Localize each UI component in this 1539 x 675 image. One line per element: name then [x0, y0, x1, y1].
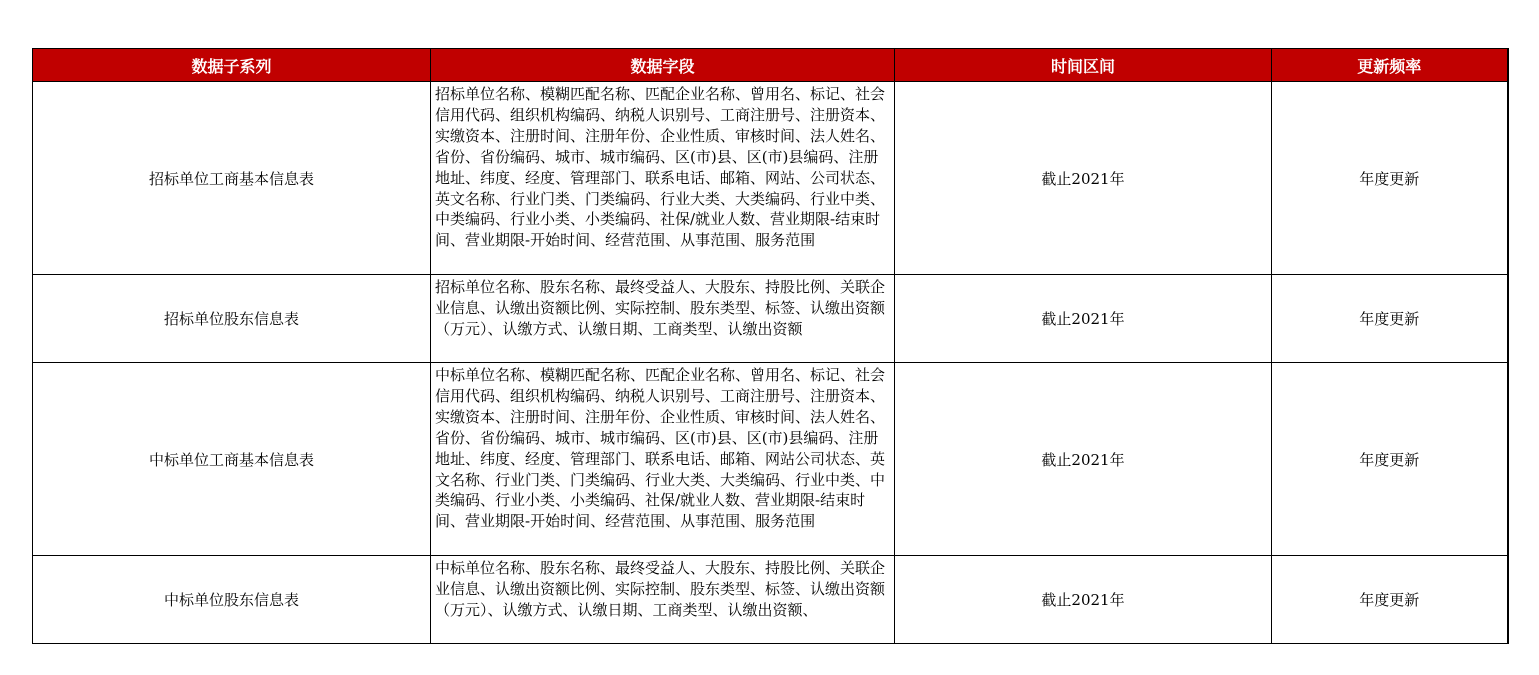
cell-fields: 中标单位名称、股东名称、最终受益人、大股东、持股比例、关联企业信息、认缴出资额比例、实际控制、股东类型、标签、认缴出资额（万元）、认缴方式、认缴日期、工商类型、认缴出资额、	[431, 556, 895, 644]
cell-period: 截止2021年	[895, 82, 1272, 275]
cell-fields: 中标单位名称、模糊匹配名称、匹配企业名称、曾用名、标记、社会信用代码、组织机构编码、纳税人识别号、工商注册号、注册资本、实缴资本、注册时间、注册年份、企业性质、审核时间、法人姓名、省份、省份编码、城市、城市编码、区(市)县、区(市)县编码、注册地址、纬度、经度、管理部门、联系电话、邮箱、网站公司状态、英文名称、行业门类、门类编码、行业大类、大类编码、行业中类、中类编码、行业小类、小类编码、社保/就业人数、营业期限-结束时间、营业期限-开始时间、经营范围、从事范围、服务范围	[431, 363, 895, 556]
cell-period: 截止2021年	[895, 363, 1272, 556]
table-row	[33, 275, 1508, 363]
data-table	[32, 48, 1509, 644]
cell-frequency: 年度更新	[1272, 363, 1508, 556]
table-row	[33, 363, 1508, 556]
table-row	[33, 82, 1508, 275]
cell-series: 招标单位工商基本信息表	[33, 82, 431, 275]
table-header	[33, 49, 1508, 82]
header-fields: 数据字段	[431, 49, 895, 82]
cell-series: 招标单位股东信息表	[33, 275, 431, 363]
cell-series: 中标单位工商基本信息表	[33, 363, 431, 556]
cell-fields: 招标单位名称、股东名称、最终受益人、大股东、持股比例、关联企业信息、认缴出资额比例、实际控制、股东类型、标签、认缴出资额（万元）、认缴方式、认缴日期、工商类型、认缴出资额	[431, 275, 895, 363]
header-row	[33, 49, 1508, 82]
header-period: 时间区间	[895, 49, 1272, 82]
header-series: 数据子系列	[33, 49, 431, 82]
table-row	[33, 556, 1508, 644]
cell-period: 截止2021年	[895, 556, 1272, 644]
cell-frequency: 年度更新	[1272, 275, 1508, 363]
table-body	[33, 82, 1508, 644]
cell-frequency: 年度更新	[1272, 82, 1508, 275]
cell-frequency: 年度更新	[1272, 556, 1508, 644]
cell-series: 中标单位股东信息表	[33, 556, 431, 644]
cell-period: 截止2021年	[895, 275, 1272, 363]
cell-fields: 招标单位名称、模糊匹配名称、匹配企业名称、曾用名、标记、社会信用代码、组织机构编码、纳税人识别号、工商注册号、注册资本、实缴资本、注册时间、注册年份、企业性质、审核时间、法人姓名、省份、省份编码、城市、城市编码、区(市)县、区(市)县编码、注册地址、纬度、经度、管理部门、联系电话、邮箱、网站、公司状态、英文名称、行业门类、门类编码、行业大类、大类编码、行业中类、中类编码、行业小类、小类编码、社保/就业人数、营业期限-结束时间、营业期限-开始时间、经营范围、从事范围、服务范围	[431, 82, 895, 275]
header-frequency: 更新频率	[1272, 49, 1508, 82]
